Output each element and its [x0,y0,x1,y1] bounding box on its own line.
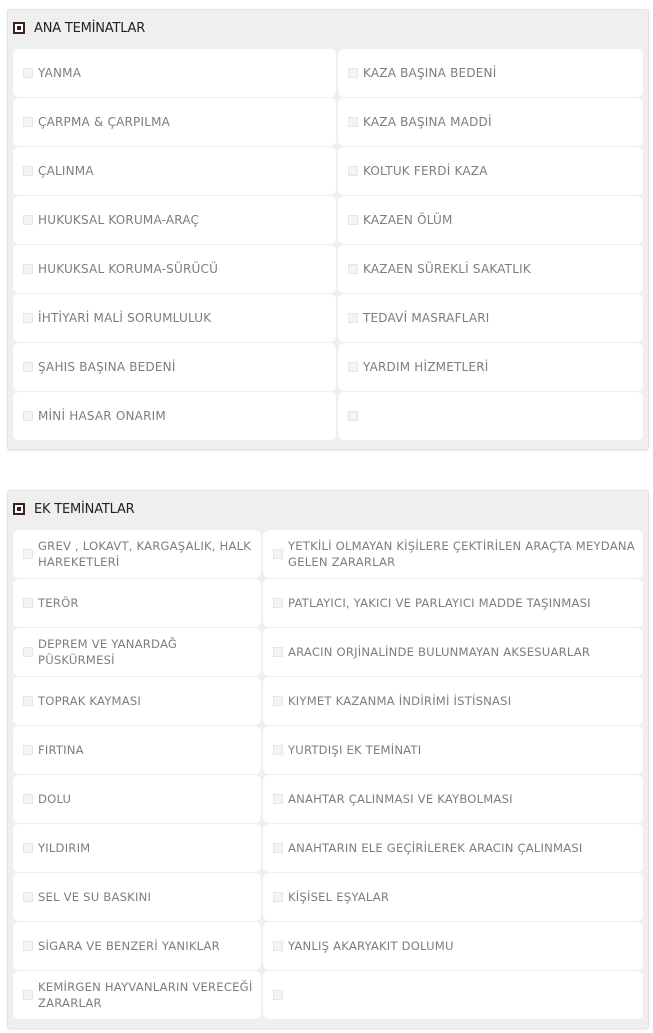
coverage-option-label: KIYMET KAZANMA İNDİRİMİ İSTİSNASI [288,694,512,708]
checkbox-icon[interactable] [273,598,283,608]
ana-teminatlar-panel [7,9,649,450]
ana-teminatlar-grid [13,49,643,440]
coverage-option[interactable] [13,922,261,970]
coverage-option-label: YANMA [38,66,82,80]
coverage-option-label: PATLAYICI, YAKICI VE PARLAYICI MADDE TAŞINMASI [288,596,591,610]
coverage-option[interactable] [13,677,261,725]
coverage-option[interactable] [13,196,336,244]
section-marker-icon [13,503,25,515]
coverage-option-label: GREV , LOKAVT, KARGAŞALIK, HALK HAREKETLERİ [38,539,252,569]
ana-teminatlar-header [13,20,145,36]
coverage-option-label: KAZAEN ÖLÜM [363,213,453,227]
checkbox-icon[interactable] [23,745,33,755]
coverage-option-label: YETKİLİ OLMAYAN KİŞİLERE ÇEKTİRİLEN ARAÇTA MEYDANA GELEN ZARARLAR [288,539,635,569]
coverage-option-label: YILDIRIM [38,841,91,855]
coverage-option[interactable] [13,530,261,578]
coverage-option[interactable] [13,579,261,627]
coverage-option[interactable] [263,530,643,578]
coverage-option[interactable] [13,971,261,1019]
checkbox-icon[interactable] [273,696,283,706]
coverage-option-label: TERÖR [38,596,79,610]
checkbox-icon[interactable] [273,892,283,902]
coverage-option-label: YURTDIŞI EK TEMİNATI [288,743,422,757]
checkbox-icon[interactable] [348,215,358,225]
checkbox-icon[interactable] [348,68,358,78]
checkbox-icon[interactable] [348,411,358,421]
coverage-option-label: SİGARA VE BENZERİ YANIKLAR [38,939,220,953]
coverage-option[interactable] [13,294,336,342]
section-marker-icon [13,22,25,34]
coverage-option[interactable] [263,922,643,970]
checkbox-icon[interactable] [23,794,33,804]
coverage-option-label: TOPRAK KAYMASI [38,694,142,708]
checkbox-icon[interactable] [23,549,33,559]
checkbox-icon[interactable] [23,941,33,951]
checkbox-icon[interactable] [273,990,283,1000]
coverage-option[interactable] [13,49,336,97]
coverage-option-label: KAZA BAŞINA MADDİ [363,115,492,129]
coverage-option-label: KAZAEN SÜREKLİ SAKATLIK [363,262,531,276]
coverage-option-label: HUKUKSAL KORUMA-SÜRÜCÜ [38,262,219,276]
coverage-option[interactable] [338,147,643,195]
coverage-option-label: ÇALINMA [38,164,94,178]
checkbox-icon[interactable] [348,362,358,372]
ek-teminatlar-grid [13,530,643,1019]
coverage-option-label: DEPREM VE YANARDAĞ PÜSKÜRMESİ [38,637,178,667]
checkbox-icon[interactable] [23,892,33,902]
checkbox-icon[interactable] [23,68,33,78]
coverage-option[interactable] [13,873,261,921]
coverage-option-label: DOLU [38,792,72,806]
coverage-option[interactable] [13,726,261,774]
checkbox-icon[interactable] [23,166,33,176]
coverage-option-label: ARACIN ORJİNALİNDE BULUNMAYAN AKSESUARLAR [288,645,591,659]
checkbox-icon[interactable] [23,362,33,372]
coverage-option[interactable] [13,343,336,391]
checkbox-icon[interactable] [273,843,283,853]
coverage-option[interactable] [263,677,643,725]
coverage-option-label: KİŞİSEL EŞYALAR [288,890,390,904]
checkbox-icon[interactable] [273,647,283,657]
coverage-option-label: ŞAHIS BAŞINA BEDENİ [38,360,176,374]
coverage-option[interactable] [13,245,336,293]
checkbox-icon[interactable] [23,117,33,127]
coverage-option[interactable] [263,971,643,1019]
checkbox-icon[interactable] [23,264,33,274]
coverage-option-label: FIRTINA [38,743,84,757]
coverage-option[interactable] [338,343,643,391]
coverage-option-label: SEL VE SU BASKINI [38,890,152,904]
coverage-option-label: KOLTUK FERDİ KAZA [363,164,488,178]
checkbox-icon[interactable] [23,215,33,225]
coverage-option-label: ÇARPMA & ÇARPILMA [38,115,171,129]
coverage-option[interactable] [13,98,336,146]
checkbox-icon[interactable] [23,843,33,853]
ek-teminatlar-title: EK TEMİNATLAR [34,501,135,517]
checkbox-icon[interactable] [348,264,358,274]
checkbox-icon[interactable] [273,941,283,951]
coverage-option-label: KEMİRGEN HAYVANLARIN VERECEĞİ ZARARLAR [38,980,253,1010]
coverage-option-label: KAZA BAŞINA BEDENİ [363,66,497,80]
coverage-option[interactable] [263,726,643,774]
ana-teminatlar-title: ANA TEMİNATLAR [34,20,146,36]
coverage-option[interactable] [13,628,261,676]
checkbox-icon[interactable] [348,313,358,323]
coverage-option[interactable] [338,392,643,440]
coverage-option[interactable] [263,579,643,627]
coverage-option[interactable] [13,775,261,823]
coverage-option[interactable] [13,392,336,440]
coverage-option[interactable] [263,775,643,823]
checkbox-icon[interactable] [23,411,33,421]
checkbox-icon[interactable] [23,313,33,323]
coverage-option-label: İHTİYARİ MALİ SORUMLULUK [38,311,212,325]
coverage-option[interactable] [338,98,643,146]
coverage-option-label: MİNİ HASAR ONARIM [38,409,166,423]
checkbox-icon[interactable] [273,745,283,755]
ek-teminatlar-header [13,501,135,517]
coverage-option[interactable] [263,824,643,872]
coverage-option[interactable] [13,147,336,195]
coverage-option[interactable] [338,245,643,293]
coverage-option-label: YARDIM HİZMETLERİ [363,360,489,374]
coverage-option[interactable] [263,628,643,676]
coverage-option[interactable] [263,873,643,921]
coverage-option-label: HUKUKSAL KORUMA-ARAÇ [38,213,200,227]
checkbox-icon[interactable] [23,990,33,1000]
checkbox-icon[interactable] [348,117,358,127]
checkbox-icon[interactable] [348,166,358,176]
checkbox-icon[interactable] [273,794,283,804]
coverage-option[interactable] [338,49,643,97]
coverage-option-label: TEDAVİ MASRAFLARI [363,311,490,325]
checkbox-icon[interactable] [273,549,283,559]
checkbox-icon[interactable] [23,598,33,608]
coverage-option[interactable] [338,196,643,244]
coverage-option-label: YANLIŞ AKARYAKIT DOLUMU [288,939,454,953]
coverage-option-label: ANAHTARIN ELE GEÇİRİLEREK ARACIN ÇALINMASI [288,841,583,855]
coverage-option[interactable] [338,294,643,342]
coverage-option[interactable] [13,824,261,872]
coverage-option-label: ANAHTAR ÇALINMASI VE KAYBOLMASI [288,792,513,806]
checkbox-icon[interactable] [23,696,33,706]
checkbox-icon[interactable] [23,647,33,657]
ek-teminatlar-panel [7,490,649,1029]
